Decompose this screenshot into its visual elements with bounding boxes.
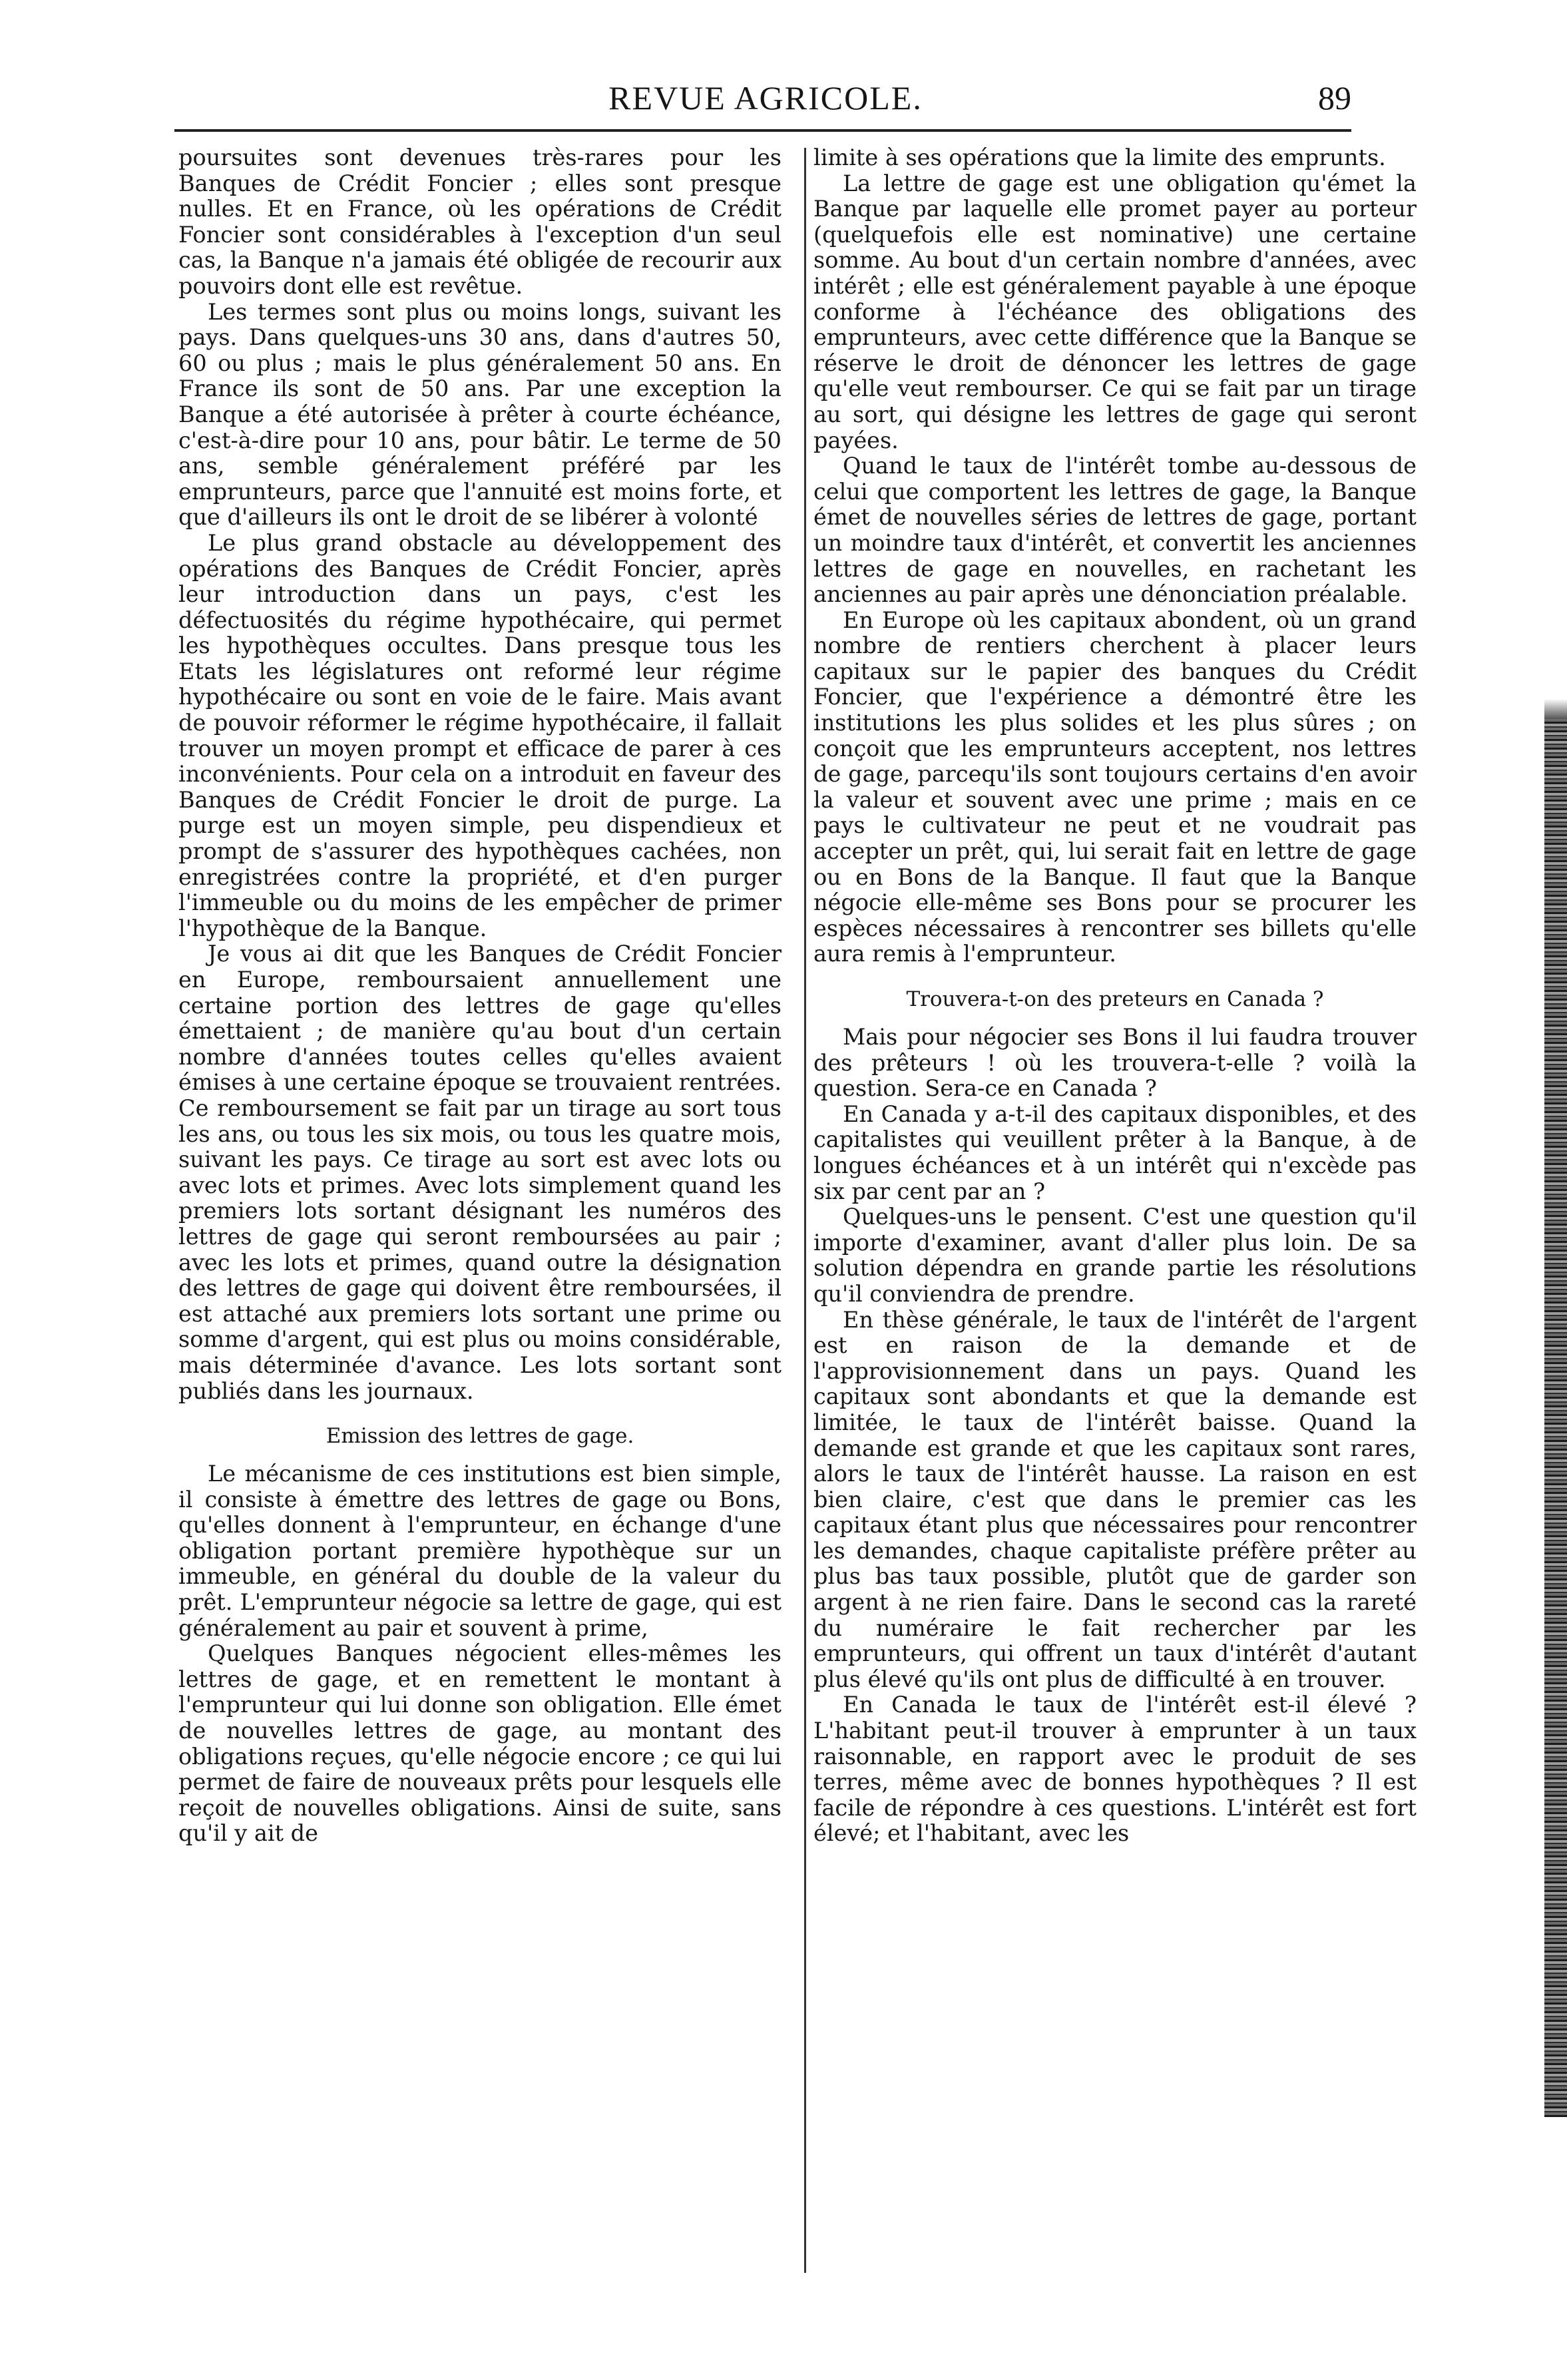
section-heading: Trouvera-t-on des preteurs en Canada ? bbox=[906, 987, 1324, 1011]
paragraph: En Canada y a-t-il des capitaux disponibles, et des capitalistes qui veuillent prêter à la Banque, à de longues échéances et à un intérêt qui n'excède pas six par cent par an ? bbox=[813, 1100, 1417, 1204]
scan-edge-artifact bbox=[1544, 719, 1567, 2117]
paragraph: poursuites sont devenues très-rares pour les Banques de Crédit Foncier ; elles sont presque nulles. Et en France, où les opérations de Crédit Foncier sont considérables à l'exception d'un seul cas, la Banque n'a jamais été obligée de recourir aux pouvoirs dont elle est revêtue. bbox=[178, 145, 782, 299]
paragraph: En thèse générale, le taux de l'intérêt de l'argent est en raison de la demande et de l'approvisionnement dans un pays. Quand les capitaux sont abondants et que la demande est limitée, le taux de l'intérêt baisse. Quand la demande est grande et que les capitaux sont rares, alors le taux de l'intérêt hausse. La raison en est bien claire, c'est que dans le premier cas les capitaux étant plus que nécessaires pour rencontrer les demandes, chaque capitaliste préfère prêter au plus bas taux possible, plutôt que de garder son argent à ne rien faire. Dans le second cas la rareté du numéraire le fait rechercher par les emprunteurs, qui offrent un taux d'intérêt d'autant plus élevé qu'ils ont plus de difficulté à en trouver. bbox=[813, 1306, 1417, 1692]
page-number: 89 bbox=[1318, 79, 1351, 117]
paragraph: Quand le taux de l'intérêt tombe au-dessous de celui que comportent les lettres de gage, la Banque émet de nouvelles séries de lettres de gage, portant un moindre taux d'intérêt, et convertit les anciennes lettres de gage en nouvelles, en rachetant les anciennes au pair après une dénonciation préalable. bbox=[813, 453, 1417, 608]
scan-edge-artifact bbox=[1544, 699, 1567, 719]
header-rule bbox=[174, 129, 1351, 132]
paragraph: limite à ses opérations que la limite des emprunts. bbox=[813, 145, 1386, 170]
right-column bbox=[813, 145, 1417, 2275]
paragraph: En Canada le taux de l'intérêt est-il élevé ? L'habitant peut-il trouver à emprunter à un taux raisonnable, en rapport avec le produit de ses terres, même avec de bonnes hypothèques ? Il est facile de répondre à ces questions. L'intérêt est fort élevé; et l'habitant, avec les bbox=[813, 1692, 1417, 1847]
running-title: REVUE AGRICOLE. bbox=[608, 79, 923, 117]
page-header bbox=[180, 79, 1351, 132]
paragraph: La lettre de gage est une obligation qu'émet la Banque par laquelle elle promet payer au porteur (quelquefois elle est nominative) une certaine somme. Au bout d'un certain nombre d'années, avec intérêt ; elle est généralement payable à une époque conforme à l'échéance des obligations des emprunteurs, avec cette différence que la Banque se réserve le droit de dénoncer les lettres de gage qu'elle veut rembourser. Ce qui se fait par un tirage au sort, qui désigne les lettres de gage qui seront payées. bbox=[813, 170, 1417, 453]
paragraph: Quelques-uns le pensent. C'est une question qu'il importe d'examiner, avant d'aller plus loin. De sa solution dépendra en grande partie les résolutions qu'il conviendra de prendre. bbox=[813, 1204, 1417, 1307]
paragraph: Les termes sont plus ou moins longs, suivant les pays. Dans quelques-uns 30 ans, dans d'autres 50, 60 ou plus ; mais le plus généralement 50 ans. En France ils sont de 50 ans. Par une exception la Banque a été autorisée à prêter à courte échéance, c'est-à-dire pour 10 ans, pour bâtir. Le terme de 50 ans, semble généralement préféré par les emprunteurs, parce que l'annuité est moins forte, et que d'ailleurs ils ont le droit de se libérer à volonté bbox=[178, 298, 782, 531]
paragraph: Le plus grand obstacle au développement des opérations des Banques de Crédit Foncier, après leur introduction dans un pays, c'est les défectuosités du régime hypothécaire, qui permet les hypothèques occultes. Dans presque tous les Etats les législatures ont reformé leur régime hypothécaire ou sont en voie de le faire. Mais avant de pouvoir réformer le régime hypothécaire, il fallait trouver un moyen prompt et efficace de parer à ces inconvénients. Pour cela on a introduit en faveur des Banques de Crédit Foncier le droit de purge. La purge est un moyen simple, peu dispendieux et prompt de s'assurer des hypothèques cachées, non enregistrées contre la propriété, et d'en purger l'immeuble ou du moins de les empêcher de primer l'hypothèque de la Banque. bbox=[178, 529, 782, 941]
paragraph: En Europe où les capitaux abondent, où un grand nombre de rentiers cherchent à placer leurs capitaux sur le papier des banques du Crédit Foncier, que l'expérience a démontré être les institutions les plus solides et les plus sûres ; on conçoit que les emprunteurs acceptent, nos lettres de gage, parcequ'ils sont toujours certains d'en avoir la valeur et souvent avec une prime ; mais en ce pays le cultivateur ne peut et ne voudrait pas accepter un prêt, qui, lui serait fait en lettre de gage ou en Bons de la Banque. Il faut que la Banque négocie elle-même ses Bons pour se procurer les espèces nécessaires à rencontrer ses billets qu'elle aura remis à l'emprunteur. bbox=[813, 606, 1417, 967]
paragraph: Quelques Banques négocient elles-mêmes les lettres de gage, et en remettent le montant à l'emprunteur qui lui donne son obligation. Elle émet de nouvelles lettres de gage, au montant des obligations reçues, qu'elle négocie encore ; ce qui lui permet de faire de nouveaux prêts pour lesquels elle reçoit de nouvelles obligations. Ainsi de suite, sans qu'il y ait de bbox=[178, 1640, 782, 1847]
column-divider bbox=[804, 148, 806, 2273]
paragraph: Le mécanisme de ces institutions est bien simple, il consiste à émettre des lettres de gage ou Bons, qu'elles donnent à l'emprunteur, en échange d'une obligation portant première hypothèque sur un immeuble, en général du double de la valeur du prêt. L'emprunteur négocie sa lettre de gage, qui est généralement au pair et souvent à prime, bbox=[178, 1461, 782, 1641]
left-column bbox=[178, 145, 782, 2275]
paragraph: Je vous ai dit que les Banques de Crédit Foncier en Europe, remboursaient annuellement une certaine portion des lettres de gage qu'elles émettaient ; de manière qu'au bout d'un certain nombre d'années toutes celles qu'elles avaient émises à une certaine époque se trouvaient rentrées. Ce remboursement se fait par un tirage au sort tous les ans, ou tous les six mois, ou tous les quatre mois, suivant les pays. Ce tirage au sort est avec lots ou avec lots et primes. Avec lots simplement quand les premiers lots sortant désignant les numéros des lettres de gage qui seront remboursées au pair ; avec les lots et primes, quand outre la désignation des lettres de gage qui doivent être remboursées, il est attaché aux premiers lots sortant une prime ou somme d'argent, qui est plus ou moins considérable, mais déterminée d'avance. Les lots sortant sont publiés dans les journaux. bbox=[178, 941, 782, 1404]
section-heading: Emission des lettres de gage. bbox=[326, 1424, 634, 1449]
paragraph: Mais pour négocier ses Bons il lui faudra trouver des prêteurs ! où les trouvera-t-elle ? voilà la question. Sera-ce en Canada ? bbox=[813, 1024, 1417, 1102]
